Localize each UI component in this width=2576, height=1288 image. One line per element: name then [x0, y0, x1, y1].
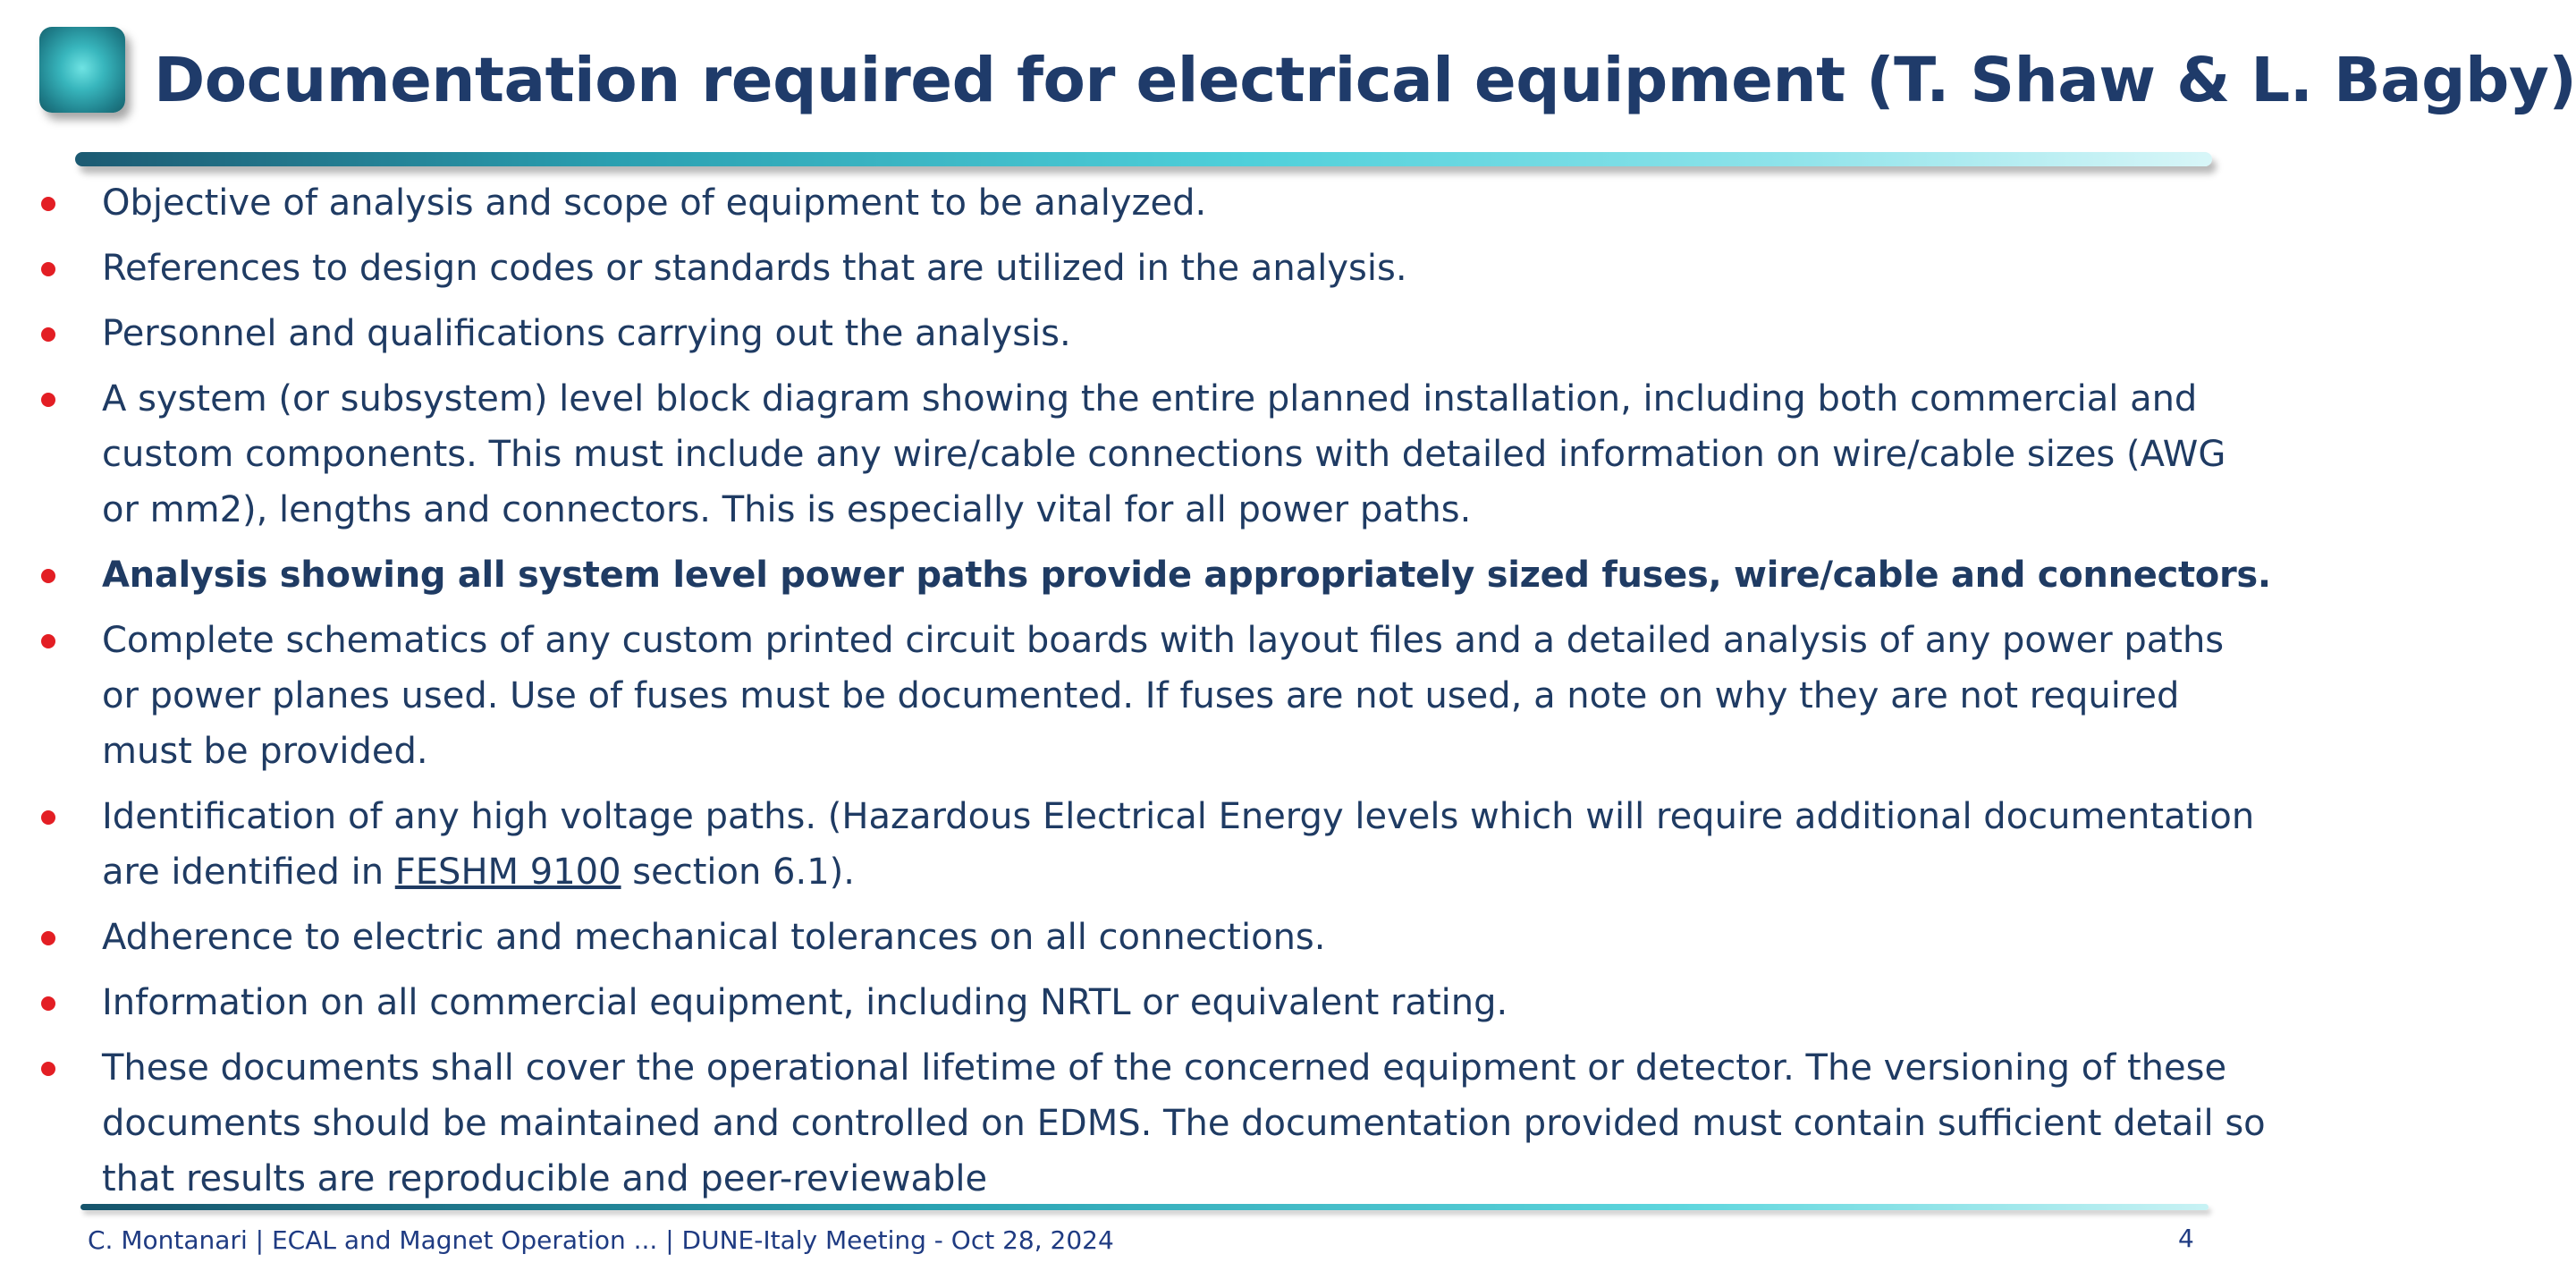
- bullet-text: Information on all commercial equipment, including NRTL or equivalent rating.: [102, 982, 1508, 1023]
- bullet-text: Complete schematics of any custom printed circuit boards with layout files and a detailed analysis of any power paths or power planes used. Use of fuses must be documented. If fuses are not used, a note on why they are not required must be provided.: [102, 620, 2225, 772]
- bullet-text-end: section 6.1).: [621, 852, 855, 893]
- bullet-item: [0, 306, 2289, 361]
- bullet-text: References to design codes or standards that are utilized in the analysis.: [102, 248, 1407, 289]
- bullet-item: [0, 175, 2289, 231]
- bullet-text: These documents shall cover the operational lifetime of the concerned equipment or detector. The versioning of these documents should be maintained and controlled on EDMS. The documentation provided must contain sufficient detail so that results are reproducible and peer-reviewable: [102, 1047, 2266, 1199]
- bullet-item-bold: [0, 547, 2289, 603]
- bullet-text: Adherence to electric and mechanical tolerances on all connections.: [102, 917, 1326, 958]
- bullet-text-start: Identification of any high voltage paths. (Hazardous Electrical Energy levels which will require additional documentation are identified in: [102, 796, 2255, 893]
- bullet-text: Analysis showing all system level power paths provide appropriately sized fuses, wire/cable and connectors.: [102, 555, 2271, 596]
- bullet-dot-icon: [41, 197, 55, 211]
- bullet-dot-icon: [41, 262, 55, 276]
- bullet-item: [0, 613, 2289, 779]
- bullet-item: [0, 910, 2289, 965]
- logo-square: [39, 27, 125, 113]
- page-number: 4: [2178, 1224, 2194, 1253]
- slide-title: Documentation required for electrical equipment (T. Shaw & L. Bagby): [154, 45, 2576, 116]
- bullet-dot-icon: [41, 393, 55, 407]
- bullet-dot-icon: [41, 569, 55, 583]
- bullet-dot-icon: [41, 810, 55, 825]
- bullet-item: [0, 1040, 2289, 1207]
- bullet-dot-icon: [41, 931, 55, 945]
- bullet-text: Personnel and qualifications carrying out the analysis.: [102, 313, 1071, 354]
- bullet-text: Objective of analysis and scope of equipment to be analyzed.: [102, 182, 1207, 224]
- bullet-dot-icon: [41, 327, 55, 342]
- footer-text: C. Montanari | ECAL and Magnet Operation ... | DUNE-Italy Meeting - Oct 28, 2024: [88, 1225, 1114, 1255]
- bullet-item: [0, 789, 2289, 900]
- bullet-dot-icon: [41, 1062, 55, 1076]
- footer-divider-bar: [80, 1204, 2209, 1210]
- bullet-dot-icon: [41, 634, 55, 648]
- bullet-list: [0, 175, 2289, 1216]
- bullet-item: [0, 975, 2289, 1030]
- bullet-text: A system (or subsystem) level block diagram showing the entire planned installation, including both commercial and custom components. This must include any wire/cable connections with detailed information on wire/cable sizes (AWG or mm2), lengths and connectors. This is especially vital for all power paths.: [102, 378, 2226, 530]
- bullet-item: [0, 371, 2289, 538]
- bullet-dot-icon: [41, 996, 55, 1011]
- feshm-9100-link[interactable]: FESHM 9100: [394, 852, 621, 893]
- title-underline-bar: [75, 152, 2212, 166]
- bullet-item: [0, 241, 2289, 296]
